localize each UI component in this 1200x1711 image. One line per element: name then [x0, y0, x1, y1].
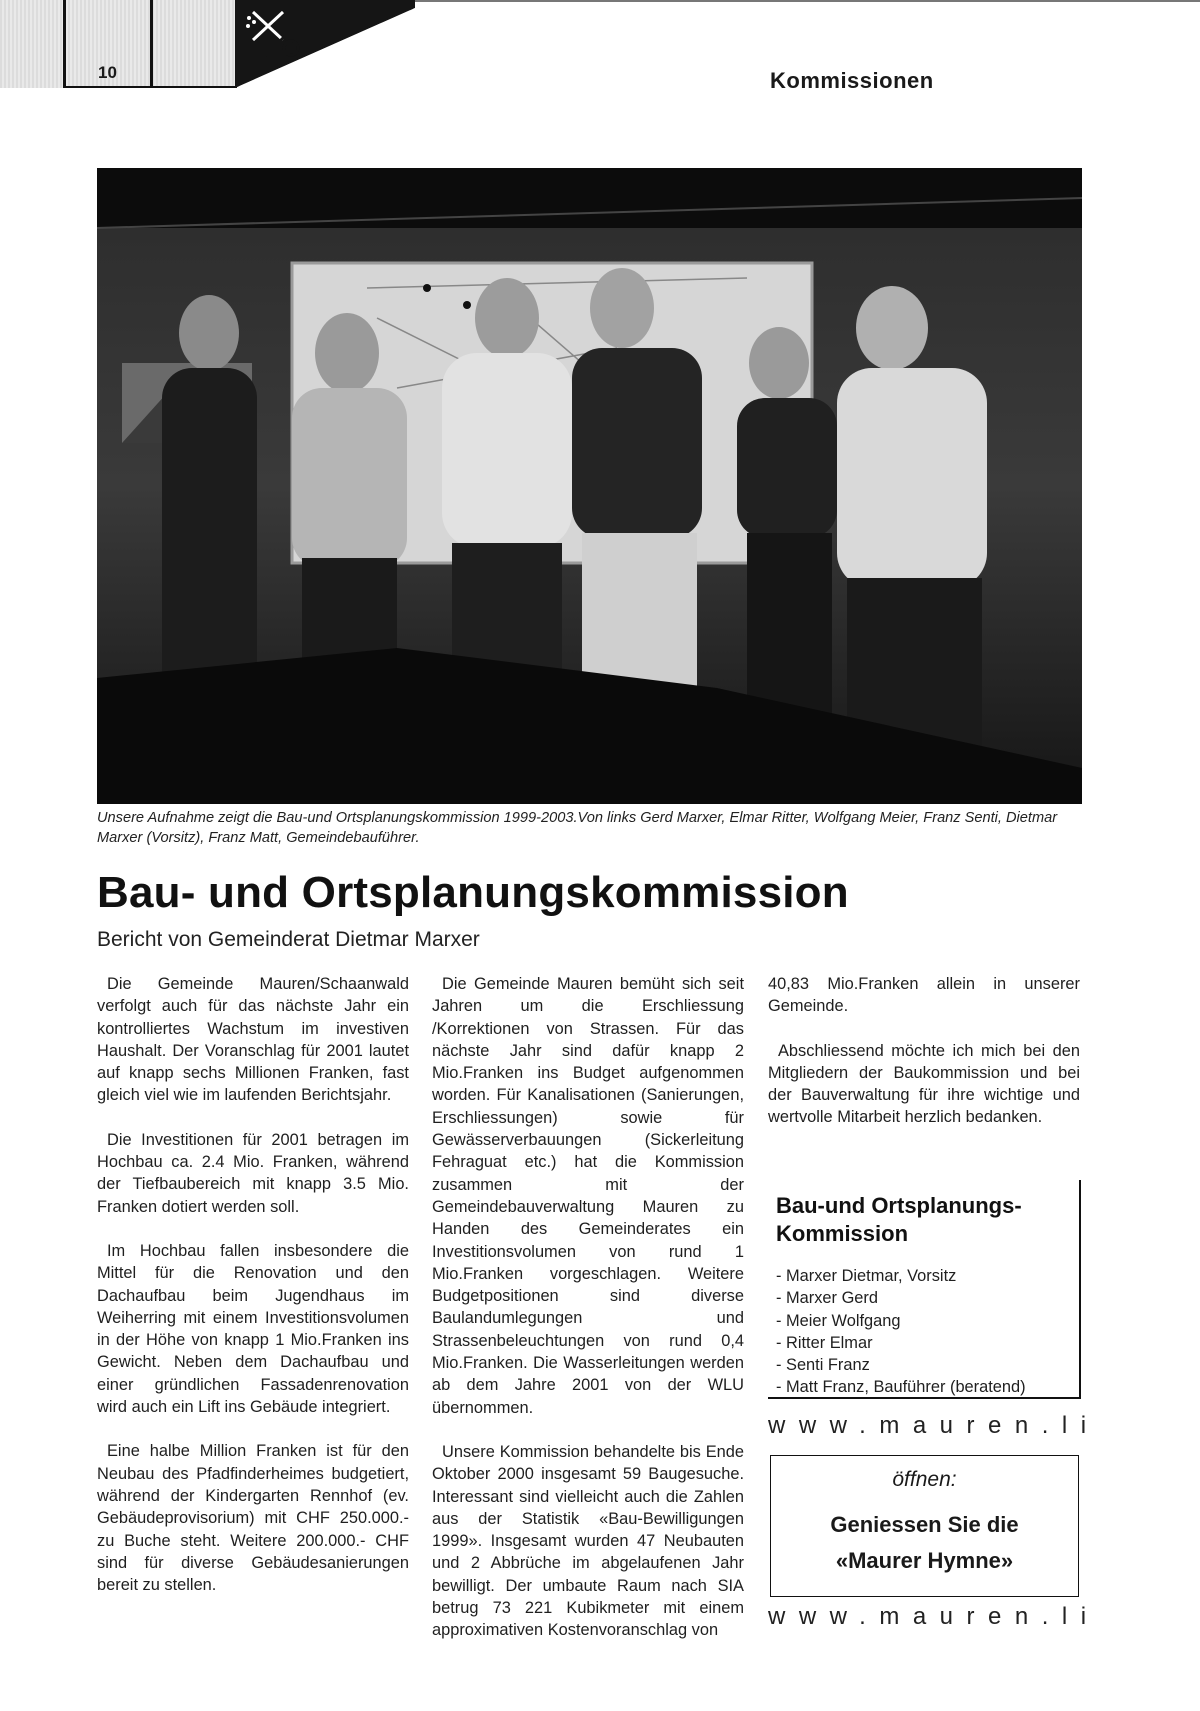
list-item: - Ritter Elmar: [776, 1333, 873, 1352]
list-item: - Marxer Gerd: [776, 1289, 879, 1308]
members-list: [776, 1265, 1026, 1399]
page-number: 10: [98, 63, 117, 82]
article-column-3: [768, 973, 1080, 1151]
list-item: - Matt Franz, Bauführer (beratend): [776, 1378, 1026, 1397]
promo-headline: Geniessen Sie die: [830, 1512, 1019, 1537]
header-rule: [63, 0, 66, 88]
list-item: - Meier Wolfgang: [776, 1311, 901, 1330]
website-url-bottom[interactable]: www.mauren.li: [768, 1603, 1100, 1630]
paragraph: Abschliessend möchte ich mich bei den Mitgliedern der Baukommission und bei der Bauverwaltung für ihre wichtige und wertvolle Mitarbeit herzlich bedanken.: [768, 1041, 1080, 1127]
article-column-2: [432, 973, 744, 1664]
website-url-top[interactable]: www.mauren.li: [768, 1412, 1100, 1439]
paragraph: Unsere Kommission behandelte bis Ende Oktober 2000 insgesamt 59 Baugesuche. Interessant sind vielleicht auch die Zahlen aus der Statistik «Bau-Bewilligungen 1999». Insgesamt wurden 47 Neubauten und 2 Abbrüche im abgelaufenen Jahr bewilligt. Der umbaute Raum nach SIA betrug 73 221 Kubikmeter mit einem approximativen Kostenvoranschlag von: [432, 1442, 744, 1640]
promo-box: [770, 1455, 1079, 1597]
article-column-1: [97, 973, 409, 1618]
header-top-rule: [413, 0, 1200, 2]
promo-hymn-title: «Maurer Hymne»: [835, 1548, 1014, 1573]
members-box-title-line: Kommission: [776, 1221, 909, 1246]
paragraph: Eine halbe Million Franken ist für den Neubau des Pfadfinderheimes budgetiert, während der Kindergarten Rennhof (ev. Gebäudeprovisorium) mit CHF 250.000.-zu Buche steht. Weitere 200.000.- CHF sind für diverse Gebäudesanierungen bereit zu stellen.: [97, 1442, 409, 1595]
section-title: Kommissionen: [770, 68, 934, 93]
members-box: [768, 1180, 1081, 1399]
paragraph: Die Gemeinde Mauren bemüht sich seit Jahren um die Erschliessung /Korrektionen von Strassen. Für das nächste Jahr sind dafür knapp 2 Mio.Franken ins Budget aufgenommen worden. Für Kanalisationen (Sanierungen, Erschliessungen) sowie für Gewässerverbauungen (Sickerleitung Fehraguat etc.) hat die Kommission zusammen mit der Gemeindebauverwaltung Mauren zu Handen des Gemeinderates ein Investitionsvolumen von rund 1 Mio.Franken vorgeschlagen. Weitere Budgetpositionen sind diverse Baulandumlegungen und Strassenbeleuchtungen von rund 0,4 Mio.Franken. Die Wasserleitungen werden ab dem Jahre 2001 von der WLU übernommen.: [432, 975, 744, 1417]
members-box-title-line: Bau-und Ortsplanungs-: [776, 1193, 1022, 1218]
list-item: - Marxer Dietmar, Vorsitz: [776, 1267, 957, 1285]
photo-caption: Unsere Aufnahme zeigt die Bau-und Ortsplanungskommission 1999-2003.Von links Gerd Marxer, Elmar Ritter, Wolfgang Meier, Franz Senti, Dietmar Marxer (Vorsitz), Franz Matt, Gemeindebauführer.: [97, 810, 1058, 846]
paragraph: Im Hochbau fallen insbesondere die Mittel für die Renovation und den Dachaufbau beim Jugendhaus im Weiherring mit einem Investitionsvolumen in der Höhe von knapp 1 Mio.Franken ins Gewicht. Neben dem Dachaufbau und einer gründlichen Fassadenrenovation wird auch ein Lift ins Gebäude integriert.: [97, 1241, 409, 1417]
group-photo: [97, 168, 1082, 804]
header-rule: [150, 0, 153, 88]
paragraph: Die Investitionen für 2001 betragen im Hochbau ca. 2.4 Mio. Franken, während der Tiefbaubereich mit knapp 3.5 Mio. Franken dotiert werden soll.: [97, 1130, 409, 1216]
article-title: Bau- und Ortsplanungskommission: [97, 868, 849, 917]
list-item: - Senti Franz: [776, 1356, 870, 1375]
article-subtitle: Bericht von Gemeinderat Dietmar Marxer: [97, 928, 480, 951]
paragraph: 40,83 Mio.Franken allein in unserer Gemeinde.: [768, 975, 1080, 1016]
promo-open-text: öffnen:: [892, 1468, 957, 1491]
members-box-title: [776, 1192, 1022, 1248]
paragraph: Die Gemeinde Mauren/Schaanwald verfolgt auch für das nächste Jahr ein kontrolliertes Wachstum im investiven Haushalt. Der Voranschlag für 2001 lautet auf knapp sechs Millionen Franken, fast gleich viel wie im laufenden Berichtsjahr.: [97, 975, 409, 1105]
municipal-emblem: [235, 0, 415, 88]
